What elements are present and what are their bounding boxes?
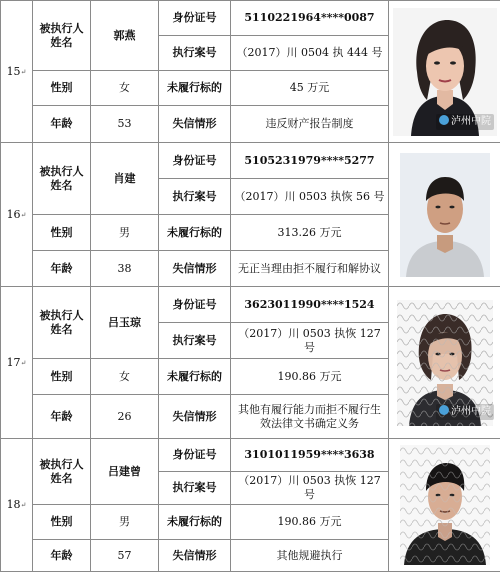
id-number: 5105231979****5277 bbox=[231, 143, 389, 179]
record-number: 17↵ bbox=[1, 287, 33, 439]
case-number: （2017）川 0504 执 444 号 bbox=[231, 36, 389, 71]
debtor-photo bbox=[389, 143, 500, 287]
reason-value: 其他有履行能力而拒不履行生效法律文书确定义务 bbox=[231, 395, 389, 439]
id-number: 5110221964****0087 bbox=[231, 1, 389, 36]
case-number: （2017）川 0503 执恢 127 号 bbox=[231, 472, 389, 505]
gender-value: 女 bbox=[91, 359, 159, 395]
amount-label: 未履行标的 bbox=[159, 505, 231, 540]
record-15-row-id bbox=[1, 1, 500, 36]
record-number: 15↵ bbox=[1, 1, 33, 143]
age-label: 年龄 bbox=[33, 395, 91, 439]
gender-label: 性别 bbox=[33, 505, 91, 540]
record-16-row-id bbox=[1, 143, 500, 179]
id-label: 身份证号 bbox=[159, 1, 231, 36]
age-value: 57 bbox=[91, 540, 159, 572]
watermark: 泸州中院 bbox=[436, 114, 494, 130]
amount-value: 190.86 万元 bbox=[231, 505, 389, 540]
reason-value: 其他规避执行 bbox=[231, 540, 389, 572]
debtor-name: 郭燕 bbox=[91, 1, 159, 71]
case-label: 执行案号 bbox=[159, 323, 231, 359]
age-value: 26 bbox=[91, 395, 159, 439]
age-label: 年龄 bbox=[33, 540, 91, 572]
reason-label: 失信情形 bbox=[159, 251, 231, 287]
amount-label: 未履行标的 bbox=[159, 215, 231, 251]
gender-value: 男 bbox=[91, 215, 159, 251]
age-value: 53 bbox=[91, 106, 159, 143]
gender-value: 男 bbox=[91, 505, 159, 540]
amount-value: 190.86 万元 bbox=[231, 359, 389, 395]
age-value: 38 bbox=[91, 251, 159, 287]
reason-value: 违反财产报告制度 bbox=[231, 106, 389, 143]
name-label: 被执行人姓名 bbox=[33, 287, 91, 359]
id-number: 3101011959****3638 bbox=[231, 439, 389, 472]
gender-label: 性别 bbox=[33, 215, 91, 251]
portrait-male-icon bbox=[400, 445, 490, 565]
case-label: 执行案号 bbox=[159, 36, 231, 71]
record-number: 18↵ bbox=[1, 439, 33, 572]
debtor-photo bbox=[389, 1, 500, 143]
portrait-male-icon bbox=[400, 153, 490, 277]
reason-label: 失信情形 bbox=[159, 395, 231, 439]
court-logo-icon bbox=[439, 405, 449, 415]
age-label: 年龄 bbox=[33, 251, 91, 287]
debtor-name: 吕建曾 bbox=[91, 439, 159, 505]
id-label: 身份证号 bbox=[159, 287, 231, 323]
gender-value: 女 bbox=[91, 71, 159, 106]
id-number: 3623011990****1524 bbox=[231, 287, 389, 323]
debtor-photo bbox=[389, 439, 500, 572]
record-18-row-id bbox=[1, 439, 500, 472]
debtor-name: 肖建 bbox=[91, 143, 159, 215]
id-label: 身份证号 bbox=[159, 439, 231, 472]
record-number: 16↵ bbox=[1, 143, 33, 287]
court-logo-icon bbox=[439, 115, 449, 125]
amount-value: 45 万元 bbox=[231, 71, 389, 106]
amount-value: 313.26 万元 bbox=[231, 215, 389, 251]
reason-label: 失信情形 bbox=[159, 540, 231, 572]
gender-label: 性别 bbox=[33, 359, 91, 395]
name-label: 被执行人姓名 bbox=[33, 1, 91, 71]
debtor-name: 吕玉琼 bbox=[91, 287, 159, 359]
amount-label: 未履行标的 bbox=[159, 71, 231, 106]
debtor-photo bbox=[389, 287, 500, 439]
watermark: 泸州中院 bbox=[436, 404, 494, 420]
amount-label: 未履行标的 bbox=[159, 359, 231, 395]
gender-label: 性别 bbox=[33, 71, 91, 106]
case-number: （2017）川 0503 执恢 56 号 bbox=[231, 179, 389, 215]
id-label: 身份证号 bbox=[159, 143, 231, 179]
name-label: 被执行人姓名 bbox=[33, 439, 91, 505]
reason-value: 无正当理由拒不履行和解协议 bbox=[231, 251, 389, 287]
case-number: （2017）川 0503 执恢 127 号 bbox=[231, 323, 389, 359]
reason-label: 失信情形 bbox=[159, 106, 231, 143]
case-label: 执行案号 bbox=[159, 179, 231, 215]
age-label: 年龄 bbox=[33, 106, 91, 143]
case-label: 执行案号 bbox=[159, 472, 231, 505]
name-label: 被执行人姓名 bbox=[33, 143, 91, 215]
record-17-row-id bbox=[1, 287, 500, 323]
